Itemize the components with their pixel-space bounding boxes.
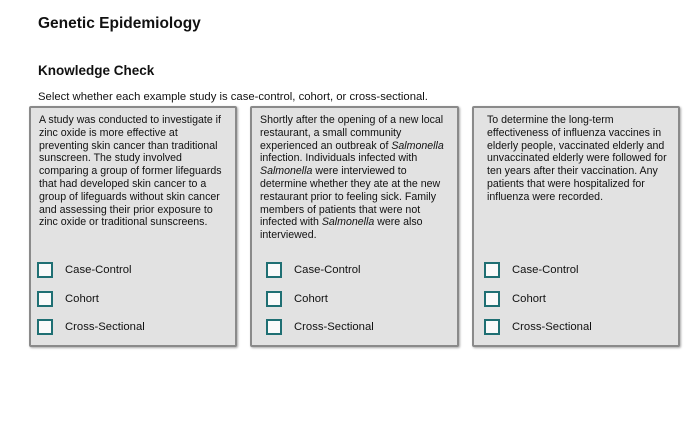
option-cross-sectional[interactable] — [37, 317, 229, 337]
option-label: Case-Control — [294, 264, 361, 276]
option-label: Cross-Sectional — [65, 321, 145, 333]
option-label: Case-Control — [512, 264, 579, 276]
scenario-italic-term: Salmonella — [321, 216, 375, 229]
instructions-text: Select whether each example study is case-control, cohort, or cross-sectional. — [38, 91, 428, 103]
option-cross-sectional[interactable] — [484, 317, 672, 337]
scenario-italic-term: Salmonella — [391, 139, 444, 152]
scenario-text-segment: were also interviewed. — [260, 216, 423, 242]
option-label: Cohort — [294, 292, 328, 305]
option-label: Cross-Sectional — [512, 321, 592, 333]
scenario-text-segment: infection. Individuals infected with — [260, 152, 418, 165]
study-card-3 — [472, 106, 680, 347]
study-scenario-text — [487, 114, 668, 204]
section-title: Knowledge Check — [38, 63, 155, 78]
cohort-checkbox[interactable] — [484, 291, 500, 307]
study-card-2 — [250, 106, 459, 347]
case-control-checkbox[interactable] — [37, 262, 53, 278]
option-cohort[interactable] — [266, 289, 451, 309]
scenario-text-segment: To determine the long-term effectiveness of influenza vaccines in elderly people, vaccinated elderly and unvaccinated elderly were followed for ten years after their vaccination. Any patients that were hospitalized for influenza were recorded. — [487, 114, 667, 203]
option-label: Cohort — [65, 292, 99, 305]
cohort-checkbox[interactable] — [37, 291, 53, 307]
cross-sectional-checkbox[interactable] — [37, 319, 53, 335]
scenario-italic-term: Salmonella — [260, 165, 313, 178]
option-cross-sectional[interactable] — [266, 317, 451, 337]
scenario-text-segment: Shortly after the opening of a new local restaurant, a small community experienced an outbreak of — [260, 114, 444, 152]
option-case-control[interactable] — [37, 260, 229, 280]
case-control-checkbox[interactable] — [484, 262, 500, 278]
scenario-text-segment: were interviewed to determine whether they ate at the new restaurant prior to feeling sick. Family members of patients that were not infected with — [260, 165, 441, 229]
study-card-1 — [29, 106, 237, 347]
cross-sectional-checkbox[interactable] — [266, 319, 282, 335]
option-label: Cross-Sectional — [294, 321, 374, 333]
option-cohort[interactable] — [37, 289, 229, 309]
option-case-control[interactable] — [266, 260, 451, 280]
answer-options — [484, 260, 672, 346]
study-scenario-text — [260, 114, 447, 242]
answer-options — [37, 260, 229, 346]
scenario-text-segment: A study was conducted to investigate if zinc oxide is more effective at preventing skin cancer than traditional sunscreen. The study involved comparing a group of former lifeguards that had developed skin cancer to a group of lifeguards without skin cancer and assessing their prior exposure to zinc oxide or traditional sunscreens. — [39, 114, 222, 229]
option-cohort[interactable] — [484, 289, 672, 309]
option-label: Cohort — [512, 292, 546, 305]
page-title: Genetic Epidemiology — [38, 15, 201, 32]
answer-options — [266, 260, 451, 346]
study-scenario-text — [39, 114, 225, 229]
option-label: Case-Control — [65, 264, 132, 276]
cohort-checkbox[interactable] — [266, 291, 282, 307]
case-control-checkbox[interactable] — [266, 262, 282, 278]
option-case-control[interactable] — [484, 260, 672, 280]
cross-sectional-checkbox[interactable] — [484, 319, 500, 335]
